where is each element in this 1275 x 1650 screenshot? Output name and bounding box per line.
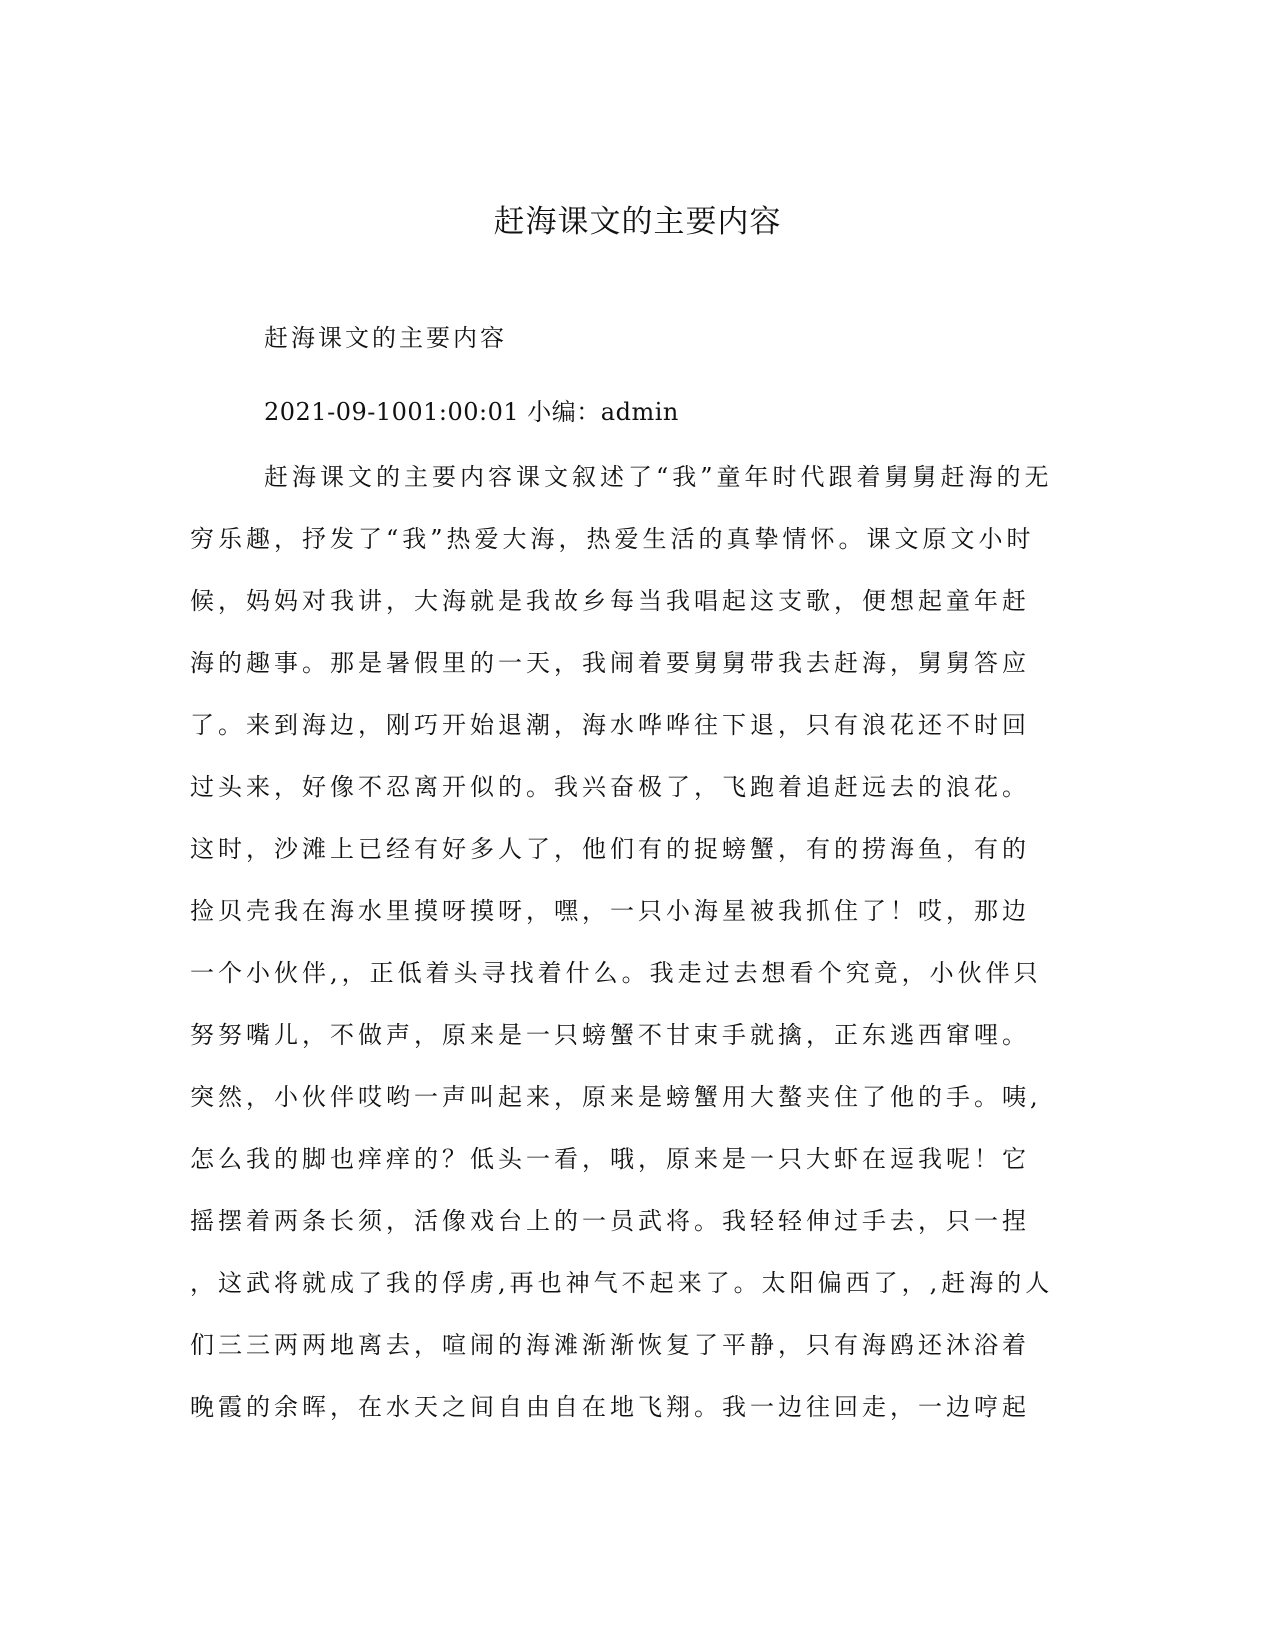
body-line: 这时，沙滩上已经有好多人了，他们有的捉螃蟹，有的捞海鱼，有的: [190, 835, 1030, 863]
body-line: 突然，小伙伴哎哟一声叫起来，原来是螃蟹用大螯夹住了他的手。咦,: [190, 1083, 1042, 1111]
article-subtitle: 赶海课文的主要内容: [264, 324, 507, 352]
body-line: 怎么我的脚也痒痒的？低头一看，哦，原来是一只大虾在逗我呢！它: [190, 1145, 1030, 1173]
body-line: 捡贝壳我在海水里摸呀摸呀，嘿，一只小海星被我抓住了！哎，那边: [190, 897, 1030, 925]
body-line: 努努嘴儿，不做声，原来是一只螃蟹不甘束手就擒，正东逃西窜哩。: [190, 1021, 1030, 1049]
body-line: 穷乐趣，抒发了“我”热爱大海，热爱生活的真挚情怀。课文原文小时: [190, 525, 1035, 553]
body-line: 过头来，好像不忍离开似的。我兴奋极了，飞跑着追赶远去的浪花。: [190, 773, 1030, 801]
body-line: 海的趣事。那是暑假里的一天，我闹着要舅舅带我去赶海，舅舅答应: [190, 649, 1030, 677]
body-line: 候，妈妈对我讲，大海就是我故乡每当我唱起这支歌，便想起童年赶: [190, 587, 1030, 615]
article-meta: 2021-09-1001:00:01 小编：admin: [264, 398, 679, 426]
document-title: 赶海课文的主要内容: [493, 204, 782, 240]
body-line: 一个小伙伴,，正低着头寻找着什么。我走过去想看个究竟，小伙伴只: [190, 959, 1042, 987]
body-line: 赶海课文的主要内容课文叙述了“我”童年时代跟着舅舅赶海的无: [264, 463, 1053, 491]
body-line: 们三三两两地离去，喧闹的海滩渐渐恢复了平静，只有海鸥还沐浴着: [190, 1331, 1030, 1359]
article-body: [190, 446, 1070, 1438]
body-line: ，这武将就成了我的俘虏,再也神气不起来了。太阳偏西了，,赶海的人: [190, 1269, 1054, 1297]
body-line: 摇摆着两条长须，活像戏台上的一员武将。我轻轻伸过手去，只一捏: [190, 1207, 1030, 1235]
body-line: 晚霞的余晖，在水天之间自由自在地飞翔。我一边往回走，一边哼起: [190, 1393, 1030, 1421]
body-line: 了。来到海边，刚巧开始退潮，海水哗哗往下退，只有浪花还不时回: [190, 711, 1030, 739]
